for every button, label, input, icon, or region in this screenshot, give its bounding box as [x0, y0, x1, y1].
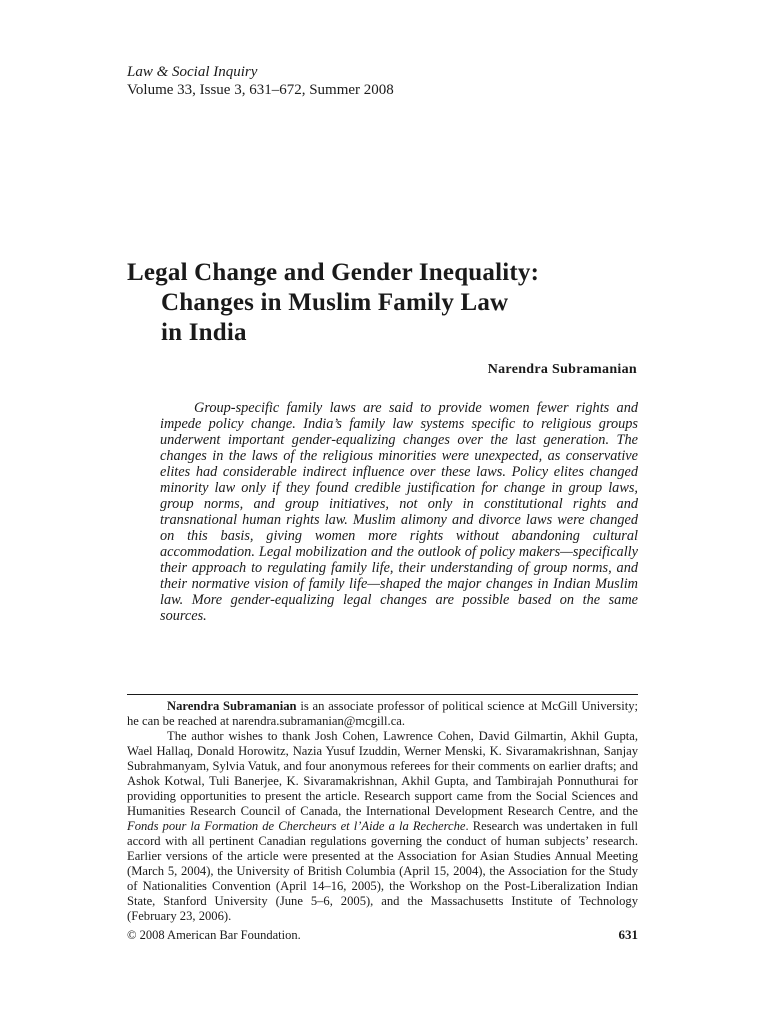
copyright-notice: © 2008 American Bar Foundation.: [127, 928, 301, 942]
article-author: Narendra Subramanian: [487, 362, 637, 377]
ack-text-1: The author wishes to thank Josh Cohen, Lawrence Cohen, David Gilmartin, Akhil Gupta, Wael Hallaq, Donald Horowitz, Nazia Yusuf Izuddin, Werner Menski, K. Sivaramakrishnan, Sanjay Subrahmanyam, Sylvia Vatuk, and four anonymous referees for their comments on earlier drafts; and Ashok Kotwal, Tuli Banerjee, K. Sivaramakrishnan, Akhil Gupta, and Tambirajah Ponnuthurai for providing opportunities to present the article. Research support came from the Social Sciences and Humanities Research Council of Canada, the International Development Research Centre, and the: [127, 729, 638, 818]
ack-italic-fund-name: Fonds pour la Formation de Chercheurs et l’Aide a la Recherche: [127, 819, 466, 833]
journal-name: Law & Social Inquiry: [127, 64, 258, 80]
title-line-3: in India: [161, 319, 247, 346]
abstract: Group-specific family laws are said to provide women fewer rights and impede policy change. India’s family law systems specific to religious groups underwent important gender-equalizing changes over the last generation. The changes in the laws of the religious minorities were unexpected, as conservative elites had considerable indirect influence over these laws. Policy elites changed minority law only if they found credible justification for change in group laws, group norms, and group initiatives, not only in constitutional rights and transnational human rights law. Muslim alimony and divorce laws were changed on this basis, giving women more rights without abandoning cultural accommodation. Legal mobilization and the outlook of policy makers—specifically their approach to regulating family life, their understanding of group norms, and their normative vision of family life—shaped the major changes in Indian Muslim law. More gender-equalizing legal changes are possible based on the same sources.: [160, 400, 638, 624]
bio-author-name: Narendra Subramanian: [167, 699, 297, 713]
title-line-2: Changes in Muslim Family Law: [161, 289, 509, 316]
title-line-1: Legal Change and Gender Inequality:: [127, 259, 540, 286]
bio-text: is an associate professor of political science at McGill University; he can be reached at narendra.subramanian@mcgill.ca.: [127, 699, 638, 728]
footnotes: [127, 699, 638, 924]
author-bio-note: [127, 699, 638, 729]
footnote-divider: [127, 694, 638, 695]
ack-text-2: . Research was undertaken in full accord with all pertinent Canadian regulations governing the conduct of human subjects’ research. Earlier versions of the article were presented at the Association for Asian Studies Annual Meeting (March 5, 2004), the University of British Columbia (April 15, 2004), the Association for the Study of Nationalities Convention (April 14–16, 2005), the Workshop on the Post-Liberalization Indian State, Stanford University (June 5–6, 2005), and the Massachusetts Institute of Technology (February 23, 2006).: [127, 819, 639, 923]
page-number: 631: [618, 927, 638, 942]
acknowledgments-note: [127, 729, 638, 924]
journal-header: [127, 63, 394, 99]
journal-volume-line: Volume 33, Issue 3, 631–672, Summer 2008: [127, 82, 394, 98]
article-title: [127, 258, 647, 348]
